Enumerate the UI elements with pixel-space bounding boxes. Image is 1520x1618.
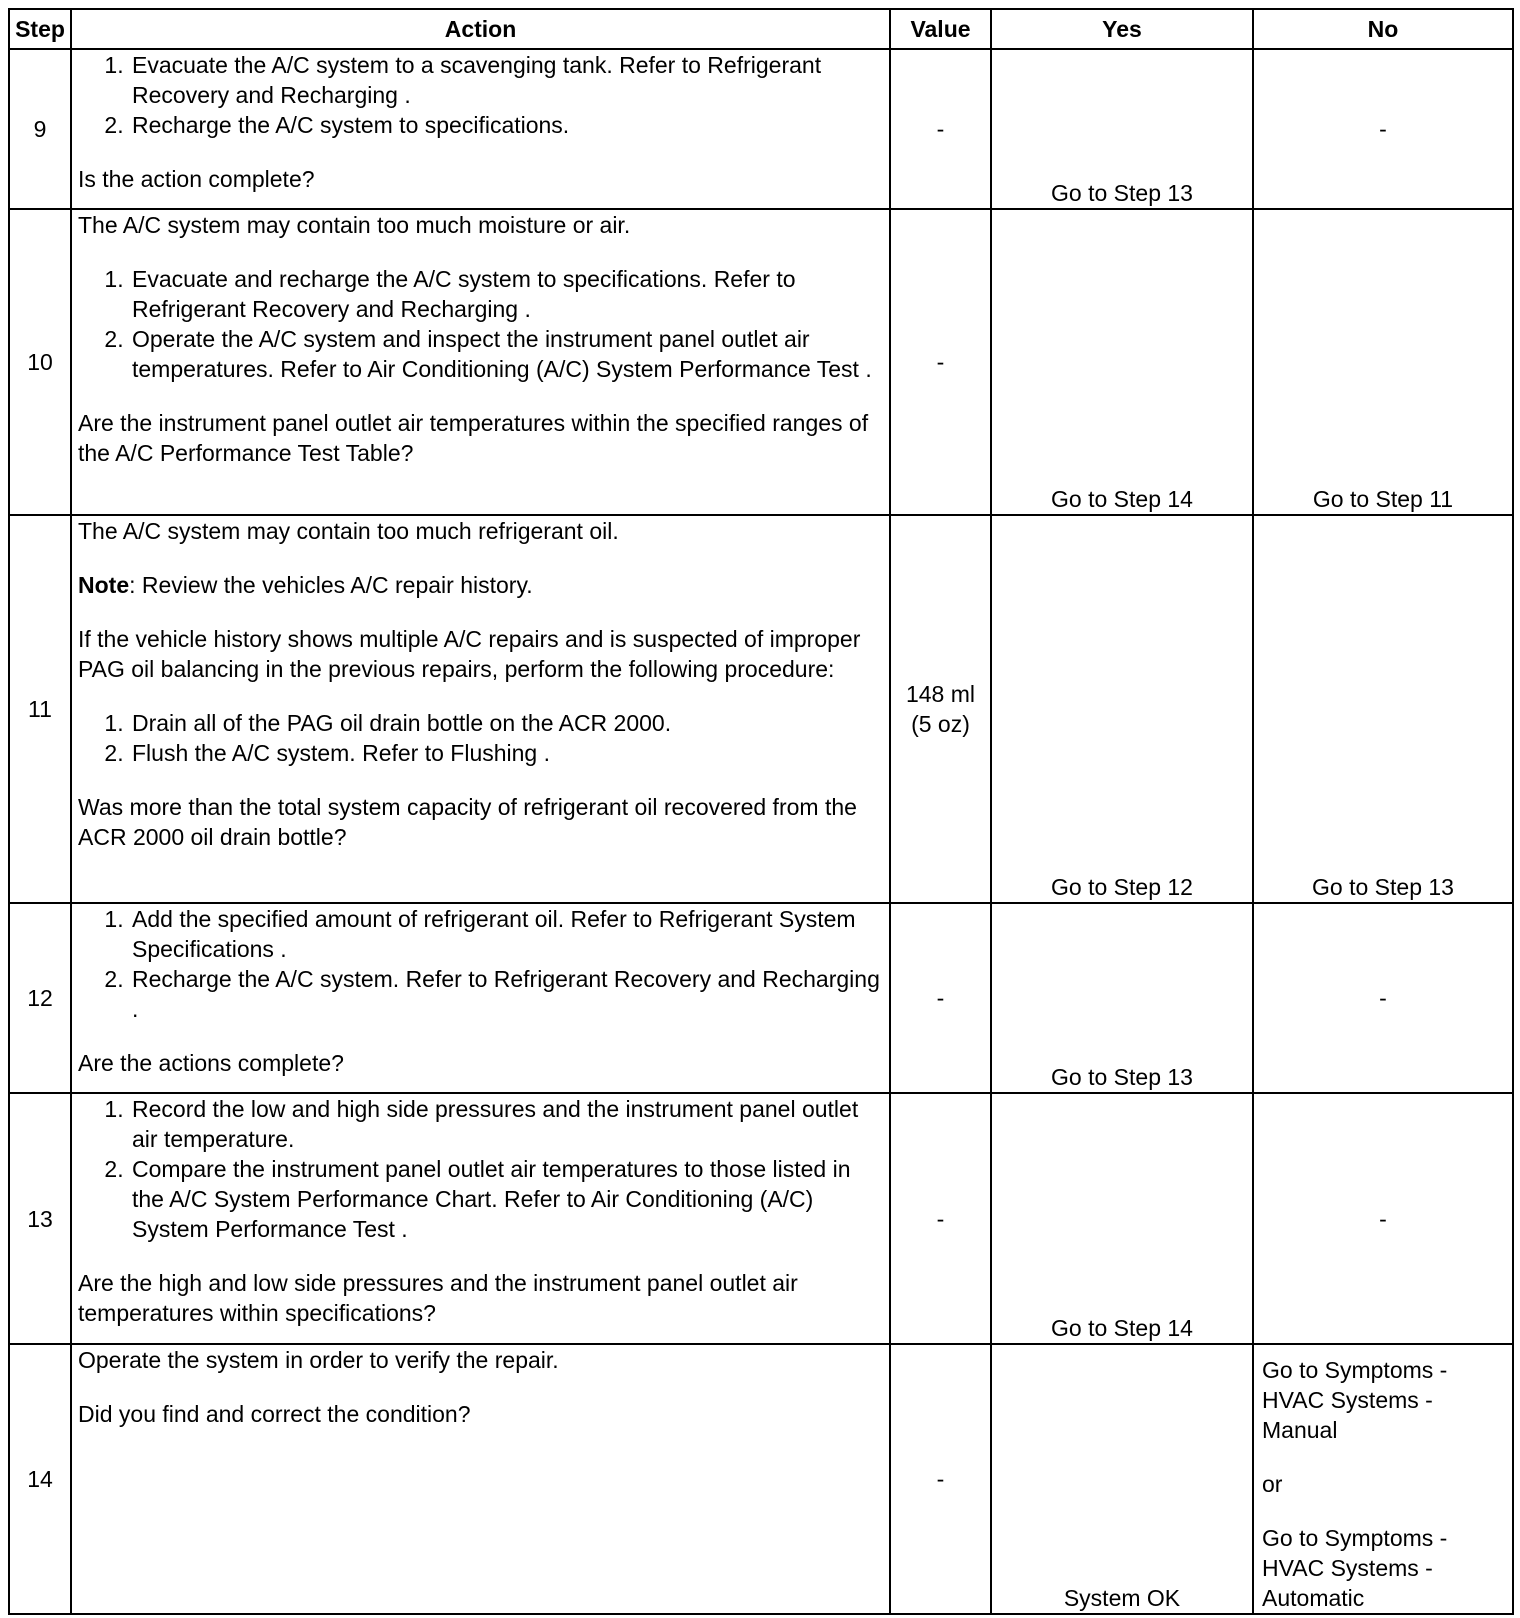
header-row: [9, 9, 1513, 49]
step-number: 9: [9, 49, 71, 209]
value-imperial: (5 oz): [911, 711, 970, 737]
action-cell: [71, 49, 890, 209]
table-row-step-9: [9, 49, 1513, 209]
note-text: : Review the vehicles A/C repair history.: [129, 572, 533, 598]
step-number: 13: [9, 1093, 71, 1344]
yes-link[interactable]: Go to Step 13: [991, 903, 1253, 1093]
value-cell: -: [890, 1093, 991, 1344]
step-number: 11: [9, 515, 71, 903]
action-question: Was more than the total system capacity of refrigerant oil recovered from the ACR 2000 oil drain bottle?: [78, 794, 857, 850]
header-no: No: [1253, 9, 1513, 49]
action-intro: Operate the system in order to verify the repair.: [78, 1347, 559, 1373]
table-row-step-11: [9, 515, 1513, 903]
action-list: [78, 904, 883, 1024]
no-cell: -: [1253, 49, 1513, 209]
action-cell: [71, 209, 890, 515]
list-item: 1. Record the low and high side pressures and the instrument panel outlet air temperature.: [130, 1094, 883, 1154]
value-cell: -: [890, 1344, 991, 1614]
header-value: Value: [890, 9, 991, 49]
no-or-text: or: [1262, 1471, 1283, 1497]
action-question: Did you find and correct the condition?: [78, 1401, 471, 1427]
no-link-automatic[interactable]: Go to Symptoms - HVAC Systems - Automatic: [1262, 1525, 1448, 1611]
value-cell: -: [890, 49, 991, 209]
value-cell: -: [890, 209, 991, 515]
diagnostic-table: [8, 8, 1514, 1615]
yes-link[interactable]: Go to Step 14: [991, 209, 1253, 515]
list-item: 2. Recharge the A/C system. Refer to Refrigerant Recovery and Recharging .: [130, 964, 883, 1024]
action-note: [78, 570, 883, 600]
action-list: [78, 264, 883, 384]
action-list: [78, 50, 883, 140]
value-metric: 148 ml: [905, 681, 976, 707]
action-question: Are the instrument panel outlet air temperatures within the specified ranges of the A/C Performance Test Table?: [78, 410, 869, 466]
action-paragraph: If the vehicle history shows multiple A/C repairs and is suspected of improper PAG oil balancing in the previous repairs, perform the following procedure:: [78, 626, 861, 682]
action-list: [78, 1094, 883, 1244]
action-cell: [71, 515, 890, 903]
action-question: Is the action complete?: [78, 166, 315, 192]
step-number: 12: [9, 903, 71, 1093]
no-link-manual[interactable]: Go to Symptoms - HVAC Systems - Manual: [1262, 1357, 1448, 1443]
yes-link[interactable]: Go to Step 13: [991, 49, 1253, 209]
action-cell: [71, 1093, 890, 1344]
yes-link[interactable]: Go to Step 14: [991, 1093, 1253, 1344]
value-cell: [890, 515, 991, 903]
no-cell: -: [1253, 1093, 1513, 1344]
table-row-step-12: [9, 903, 1513, 1093]
list-item: 1. Drain all of the PAG oil drain bottle on the ACR 2000.: [130, 708, 883, 738]
yes-link[interactable]: Go to Step 12: [991, 515, 1253, 903]
table-row-step-14: [9, 1344, 1513, 1614]
list-item: 1. Evacuate the A/C system to a scavenging tank. Refer to Refrigerant Recovery and Recharging .: [130, 50, 883, 110]
list-item: 2. Recharge the A/C system to specifications.: [130, 110, 883, 140]
list-item: 2. Flush the A/C system. Refer to Flushing .: [130, 738, 883, 768]
table-row-step-13: [9, 1093, 1513, 1344]
list-item: 2. Compare the instrument panel outlet air temperatures to those listed in the A/C System Performance Chart. Refer to Air Conditioning (A/C) System Performance Test .: [130, 1154, 883, 1244]
list-item: 2. Operate the A/C system and inspect the instrument panel outlet air temperatures. Refer to Air Conditioning (A/C) System Performance Test .: [130, 324, 883, 384]
no-link[interactable]: Go to Step 13: [1253, 515, 1513, 903]
step-number: 14: [9, 1344, 71, 1614]
action-intro: The A/C system may contain too much refrigerant oil.: [78, 518, 619, 544]
action-list: [78, 708, 883, 768]
yes-link[interactable]: System OK: [991, 1344, 1253, 1614]
note-label: Note: [78, 572, 130, 598]
step-number: 10: [9, 209, 71, 515]
action-cell: [71, 1344, 890, 1614]
action-question: Are the high and low side pressures and the instrument panel outlet air temperatures within specifications?: [78, 1270, 798, 1326]
no-link[interactable]: Go to Step 11: [1253, 209, 1513, 515]
table-row-step-10: [9, 209, 1513, 515]
action-cell: [71, 903, 890, 1093]
no-cell: [1253, 1344, 1513, 1614]
value-cell: -: [890, 903, 991, 1093]
no-cell: -: [1253, 903, 1513, 1093]
action-intro: The A/C system may contain too much moisture or air.: [78, 212, 631, 238]
header-yes: Yes: [991, 9, 1253, 49]
action-question: Are the actions complete?: [78, 1050, 344, 1076]
list-item: 1. Evacuate and recharge the A/C system to specifications. Refer to Refrigerant Recovery and Recharging .: [130, 264, 883, 324]
header-step: Step: [9, 9, 71, 49]
header-action: Action: [71, 9, 890, 49]
list-item: 1. Add the specified amount of refrigerant oil. Refer to Refrigerant System Specifications .: [130, 904, 883, 964]
